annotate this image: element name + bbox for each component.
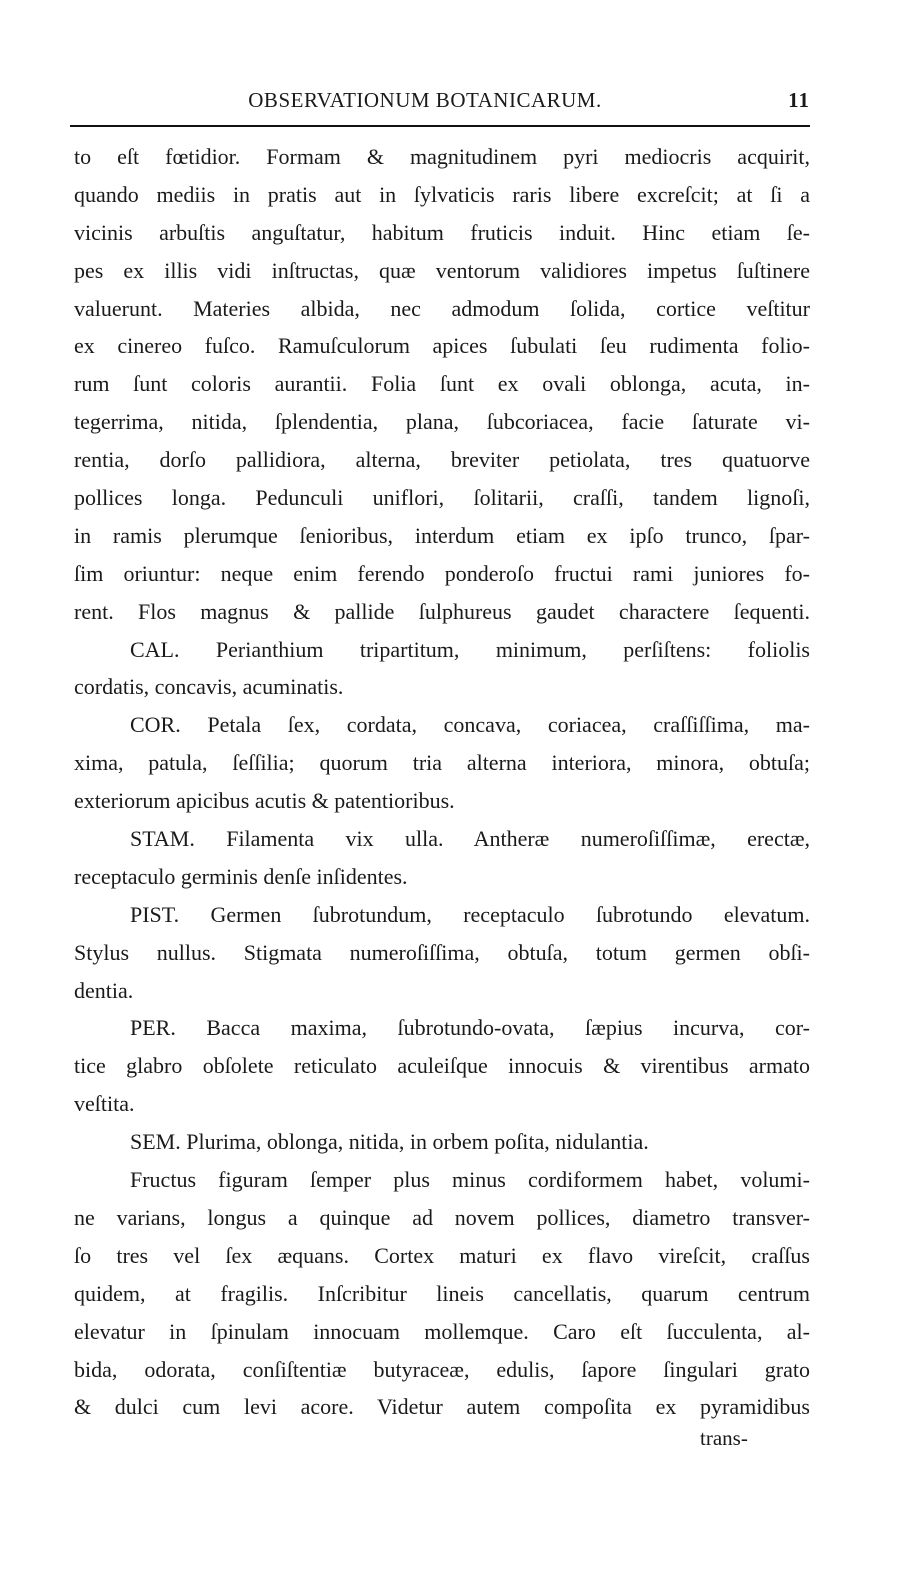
text-line: ſim oriuntur: neque enim ferendo ponderoſo fructui rami juniores fo- (74, 560, 810, 586)
header-rule (70, 125, 810, 127)
text-line: rentia, dorſo pallidiora, alterna, breviter petiolata, tres quatuorve (74, 447, 810, 473)
text-line: veſtita. (74, 1091, 135, 1117)
text-line: valuerunt. Materies albida, nec admodum ſolida, cortice veſtitur (74, 295, 810, 321)
text-line: receptaculo germinis denſe inſidentes. (74, 863, 408, 889)
body-text (74, 138, 810, 1426)
running-head (70, 88, 810, 118)
text-line: exteriorum apicibus acutis & patentioribus. (74, 788, 455, 814)
page-number: 11 (788, 88, 810, 112)
text-line: quidem, at fragilis. Inſcribitur lineis cancellatis, quarum centrum (74, 1280, 810, 1306)
text-line: ex cinereo fuſco. Ramuſculorum apices ſubulati ſeu rudimenta folio- (74, 333, 810, 359)
text-line: pes ex illis vidi inſtructas, quæ ventorum validiores impetus ſuſtinere (74, 257, 810, 283)
text-line: Stylus nullus. Stigmata numeroſiſſima, obtuſa, totum germen obſi- (74, 939, 810, 965)
running-title: OBSERVATIONUM BOTANICARUM. (248, 88, 602, 112)
text-line: CAL. Perianthium tripartitum, minimum, perſiſtens: foliolis (130, 636, 810, 662)
catchword: trans- (700, 1426, 748, 1450)
text-line: elevatur in ſpinulam innocuam mollemque. Caro eſt ſucculenta, al- (74, 1318, 810, 1344)
text-line: tice glabro obſolete reticulato aculeiſque innocuis & virentibus armato (74, 1053, 810, 1079)
text-line: cordatis, concavis, acuminatis. (74, 674, 344, 700)
text-line: ſo tres vel ſex æquans. Cortex maturi ex flavo vireſcit, craſſus (74, 1242, 810, 1268)
text-line: tegerrima, nitida, ſplendentia, plana, ſubcoriacea, facie ſaturate vi- (74, 409, 810, 435)
text-line: rent. Flos magnus & pallide ſulphureus gaudet charactere ſequenti. (74, 598, 810, 624)
text-line: rum ſunt coloris aurantii. Folia ſunt ex ovali oblonga, acuta, in- (74, 371, 810, 397)
text-line: xima, patula, ſeſſilia; quorum tria alterna interiora, minora, obtuſa; (74, 750, 810, 776)
text-line: & dulci cum levi acore. Videtur autem compoſita ex pyramidibus (74, 1394, 810, 1420)
text-line: quando mediis in pratis aut in ſylvaticis raris libere excreſcit; at ſi a (74, 181, 810, 207)
text-line: to eſt fœtidior. Formam & magnitudinem pyri mediocris acquirit, (74, 144, 810, 169)
text-line: dentia. (74, 977, 134, 1003)
text-line: COR. Petala ſex, cordata, concava, coriacea, craſſiſſima, ma- (130, 712, 810, 738)
text-line: PER. Bacca maxima, ſubrotundo-ovata, ſæpius incurva, cor- (130, 1015, 810, 1041)
text-line: in ramis plerumque ſenioribus, interdum etiam ex ipſo trunco, ſpar- (74, 522, 810, 548)
text-line: ne varians, longus a quinque ad novem pollices, diametro transver- (74, 1204, 810, 1230)
text-line: vicinis arbuſtis anguſtatur, habitum fruticis induit. Hinc etiam ſe- (74, 219, 810, 245)
text-line: bida, odorata, conſiſtentiæ butyraceæ, edulis, ſapore ſingulari grato (74, 1356, 810, 1382)
text-line: STAM. Filamenta vix ulla. Antheræ numeroſiſſimæ, erectæ, (130, 826, 810, 852)
text-line: Fructus figuram ſemper plus minus cordiformem habet, volumi- (130, 1167, 810, 1193)
text-line: SEM. Plurima, oblonga, nitida, in orbem poſita, nidulantia. (130, 1129, 649, 1155)
text-line: pollices longa. Pedunculi uniflori, ſolitarii, craſſi, tandem lignoſi, (74, 485, 810, 511)
text-line: PIST. Germen ſubrotundum, receptaculo ſubrotundo elevatum. (130, 901, 810, 927)
